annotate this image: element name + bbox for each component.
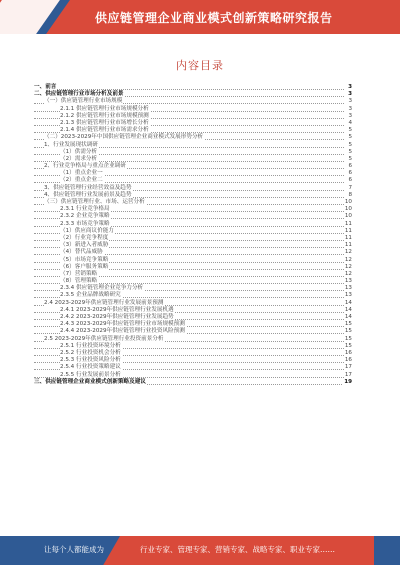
toc-entry-page: 11 xyxy=(344,227,352,234)
toc-entry-label: 三、供应链管理企业商业模式创新策略及建议 xyxy=(34,378,146,385)
toc-entry-label: 2.3.4 供应链管理企业竞争力分析 xyxy=(60,285,144,292)
toc-entry-page: 15 xyxy=(344,321,352,328)
toc-entry-label: （2）需求分析 xyxy=(60,155,98,162)
toc-entry-label: 2、行业竞争格局与重点企业调研 xyxy=(44,163,126,170)
toc-entry-page: 5 xyxy=(348,155,352,162)
toc-entry-label: 2.1.4 供应链管理行业市场需求分析 xyxy=(60,127,149,134)
toc-entry-page: 16 xyxy=(344,357,352,364)
footer-slogan: 让每个人都能成为 xyxy=(44,545,104,554)
toc-entry-page: 3 xyxy=(348,84,352,90)
toc-entry-page: 10 xyxy=(344,213,352,220)
toc-entry-label: （1）供应商议价能力 xyxy=(60,227,114,234)
page-header xyxy=(0,0,400,34)
toc-entry-page: 3 xyxy=(348,105,352,112)
toc-entry-page: 12 xyxy=(344,249,352,256)
toc-entry[interactable] xyxy=(34,98,352,105)
toc-entry-label: 2.3.2 企业竞争策略 xyxy=(60,213,110,220)
toc-entry-page: 3 xyxy=(348,112,352,119)
toc-entry[interactable] xyxy=(34,142,352,149)
toc-entry-page: 6 xyxy=(348,177,352,184)
toc-entry-page: 10 xyxy=(344,206,352,213)
toc-entry-label: （4）替代品威胁 xyxy=(60,249,103,256)
toc-entry[interactable] xyxy=(34,149,352,156)
toc-entry-page: 15 xyxy=(344,328,352,335)
toc-entry[interactable] xyxy=(34,343,352,350)
toc-entry-label: 2.3.5 企业品牌战略研究 xyxy=(60,292,121,299)
toc-entry-label: 2.4.4 2023-2029年供应链管理行业投资风险预测 xyxy=(60,328,185,335)
toc-entry[interactable] xyxy=(34,249,352,256)
toc-entry-label: 2.4.3 2023-2029年供应链管理行业市场规模预测 xyxy=(60,321,185,328)
toc-entry[interactable] xyxy=(34,372,352,379)
toc-entry-page: 13 xyxy=(344,292,352,299)
toc-entry-label: 2.3.3 市场竞争策略 xyxy=(60,220,110,227)
toc-leader-dots xyxy=(34,89,344,90)
toc-entry-page: 5 xyxy=(348,134,352,141)
toc-entry-label: （6）客户服务策略 xyxy=(60,263,109,270)
toc-entry-page: 19 xyxy=(344,378,352,385)
toc-entry-label: （1）供需分析 xyxy=(60,148,98,155)
toc-entry-label: 4、供应链管理行业发展前景及趋势 xyxy=(44,191,132,198)
toc-entry-label: （一）供应链管理行业市场规模 xyxy=(44,98,123,105)
toc-entry-label: 2.1.2 供应链管理行业市场规模预测 xyxy=(60,112,149,119)
toc-entry-page: 5 xyxy=(348,148,352,155)
toc-entry-label: 2.1.1 供应链管理行业市场规模分析 xyxy=(60,105,149,112)
toc-entry-label: （1）重点企业一 xyxy=(60,170,103,177)
toc-entry-page: 12 xyxy=(344,263,352,270)
toc-entry-page: 5 xyxy=(348,141,352,148)
toc-entry[interactable] xyxy=(34,106,352,113)
toc-entry-page: 11 xyxy=(344,242,352,249)
toc-entry[interactable] xyxy=(34,228,352,235)
toc-entry-page: 11 xyxy=(344,234,352,241)
toc-entry-page: 12 xyxy=(344,256,352,263)
footer-tagline: 行业专家、管理专家、营销专家、战略专家、职业专家…… xyxy=(140,545,335,554)
toc-entry[interactable] xyxy=(34,300,352,307)
toc-entry-label: （5）市场竞争策略 xyxy=(60,256,109,263)
toc-entry-page: 3 xyxy=(348,91,352,98)
toc-entry-label: 一、前言 xyxy=(34,84,57,90)
toc-entry-page: 3 xyxy=(348,98,352,105)
toc-entry-page: 5 xyxy=(348,127,352,134)
toc-entry-label: 2.5 2023-2029年供应链管理行业投资前景分析 xyxy=(44,335,164,342)
toc-entry[interactable] xyxy=(34,185,352,192)
toc-entry-page: 11 xyxy=(344,220,352,227)
toc-entry-page: 6 xyxy=(348,163,352,170)
toc-entry-label: 2.4.1 2023-2029年供应链管理行业发展机遇 xyxy=(60,306,174,313)
toc-entry-page: 8 xyxy=(348,191,352,198)
toc-entry[interactable] xyxy=(34,271,352,278)
toc-entry-label: 二、供应链管理行业市场分析及前景 xyxy=(34,91,124,98)
toc-entry[interactable] xyxy=(34,336,352,343)
toc-entry-page: 13 xyxy=(344,278,352,285)
toc-entry-label: 2.5.2 行业投资机会分析 xyxy=(60,349,121,356)
toc-entry-label: （7）营销策略 xyxy=(60,270,98,277)
toc-entry[interactable] xyxy=(34,379,352,386)
toc-entry-page: 14 xyxy=(344,314,352,320)
toc-entry-label: （3）新进入者威胁 xyxy=(60,242,109,249)
toc-entry[interactable] xyxy=(34,307,352,314)
toc-entry-page: 6 xyxy=(348,170,352,177)
toc-entry-page: 15 xyxy=(344,335,352,342)
toc-entry-page: 12 xyxy=(344,270,352,277)
toc-entry-label: （2）行业竞争程度 xyxy=(60,234,109,241)
toc-entry-page: 17 xyxy=(344,364,352,371)
toc-entry-label: 2.4.2 2023-2029年供应链管理行业发展趋势 xyxy=(60,314,174,320)
toc-entry[interactable] xyxy=(34,213,352,220)
footer-corner xyxy=(374,536,400,565)
toc-entry-label: （2）重点企业二 xyxy=(60,177,103,184)
report-title: 供应链管理企业商业模式创新策略研究报告 xyxy=(95,11,333,25)
toc-entry[interactable] xyxy=(34,292,352,299)
page-footer xyxy=(0,536,400,565)
toc-entry-label: 2.5.4 行业投资策略建议 xyxy=(60,364,121,371)
toc-entry-page: 14 xyxy=(344,306,352,313)
toc-entry-page: 17 xyxy=(344,371,352,378)
toc-entry-page: 15 xyxy=(344,342,352,349)
toc-entry[interactable] xyxy=(34,364,352,371)
toc-entry-label: （二）2023-2029年中国供应链管理企业商业模式发展形势分析 xyxy=(44,134,204,141)
table-of-contents xyxy=(34,84,352,386)
toc-entry-label: 2.5.3 行业投资风险分析 xyxy=(60,357,121,364)
toc-entry-label: 2.5.1 行业投资环境分析 xyxy=(60,342,121,349)
toc-entry-label: 2.1.3 供应链管理行业市场增长分析 xyxy=(60,119,149,126)
toc-entry-label: 3、供应链管理行业经营效益及趋势 xyxy=(44,184,132,191)
toc-heading: 内容目录 xyxy=(176,59,224,72)
toc-entry[interactable] xyxy=(34,113,352,120)
toc-entry-label: 2.4 2023-2029年供应链管理行业发展前景预测 xyxy=(44,299,164,306)
toc-entry-label: 2.3.1 行业竞争格局 xyxy=(60,206,110,213)
toc-entry-page: 16 xyxy=(344,349,352,356)
toc-entry-label: （三）供应链管理行业、市场、运营分析 xyxy=(44,199,145,205)
toc-entry[interactable] xyxy=(34,257,352,264)
toc-entry-page: 13 xyxy=(344,285,352,292)
toc-entry-label: 2.5.5 行业发展前景分析 xyxy=(60,371,121,378)
toc-entry[interactable] xyxy=(34,264,352,271)
toc-entry[interactable] xyxy=(34,221,352,228)
toc-entry[interactable] xyxy=(34,156,352,163)
toc-entry[interactable] xyxy=(34,134,352,141)
toc-entry[interactable] xyxy=(34,177,352,184)
toc-entry-label: 1、行业发展现状调研 xyxy=(44,141,98,148)
toc-entry-page: 4 xyxy=(348,119,352,126)
toc-entry-page: 7 xyxy=(348,184,352,191)
toc-entry-page: 14 xyxy=(344,299,352,306)
toc-entry[interactable] xyxy=(34,192,352,199)
toc-entry[interactable] xyxy=(34,328,352,335)
toc-entry-page: 10 xyxy=(344,199,352,205)
toc-entry-label: （8）管理策略 xyxy=(60,278,98,285)
